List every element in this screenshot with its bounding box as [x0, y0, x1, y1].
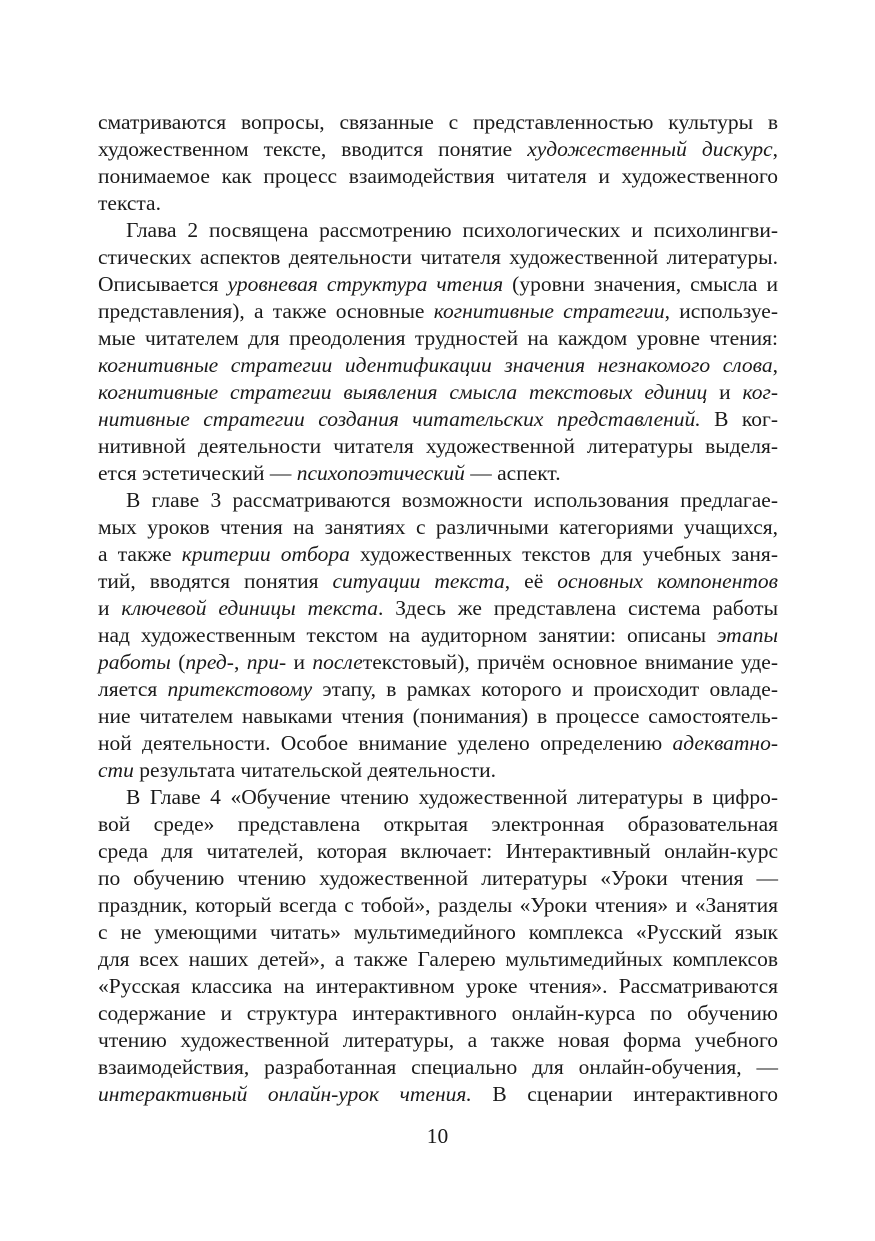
- text-segment: (уровни значения, смысла и: [503, 272, 778, 296]
- text-line: [98, 946, 778, 973]
- text-segment: ется эстетический —: [98, 461, 297, 485]
- italic-term: когнитивные стратегии: [433, 299, 665, 323]
- text-segment: , её: [504, 569, 558, 593]
- text-segment: ной деятельности. Особое внимание уделено определению: [98, 731, 673, 755]
- text-line: [98, 784, 778, 811]
- text-line: [98, 919, 778, 946]
- text-segment: и: [98, 596, 122, 620]
- text-segment: Описывается: [98, 272, 228, 296]
- text-segment: мых уроков чтения на занятиях с различными категориями учащихся,: [98, 515, 778, 539]
- text-line: [98, 568, 778, 595]
- text-line: [98, 325, 778, 352]
- italic-term: притекстовому: [167, 677, 313, 701]
- text-line: [98, 514, 778, 541]
- text-line: [98, 379, 778, 406]
- text-segment: В ког-: [700, 407, 778, 431]
- text-line: [98, 730, 778, 757]
- text-line: [98, 217, 778, 244]
- body-text: [98, 109, 778, 1108]
- text-segment: с не умеющими читать» мультимедийного комплекса «Русский язык: [98, 920, 778, 944]
- italic-term: ключевой единицы текста: [121, 596, 379, 620]
- text-segment: «Русская классика на интерактивном уроке чтения». Рассматриваются: [98, 974, 778, 998]
- text-segment: мые читателем для преодоления трудностей на каждом уровне чтения:: [98, 326, 778, 350]
- italic-term: работы: [98, 650, 171, 674]
- text-line: [98, 892, 778, 919]
- text-segment: ляется: [98, 677, 168, 701]
- text-segment: этапу, в рамках которого и происходит овладе-: [312, 677, 778, 701]
- text-line: [98, 676, 778, 703]
- italic-term: критерии отбора: [181, 542, 350, 566]
- text-line: [98, 865, 778, 892]
- text-segment: понимаемое как процесс взаимодействия читателя и художественного: [98, 164, 778, 188]
- italic-term: нитивные стратегии создания читательских представлений.: [98, 407, 701, 431]
- text-segment: (: [170, 650, 186, 674]
- text-segment: по обучению чтению художественной литературы «Уроки чтения —: [98, 866, 778, 890]
- text-segment: и: [707, 380, 743, 404]
- text-segment: а также: [98, 542, 182, 566]
- text-line: [98, 271, 778, 298]
- text-segment: результата читательской деятельности.: [133, 758, 496, 782]
- italic-term: при: [246, 650, 279, 674]
- italic-term: сти: [98, 758, 134, 782]
- text-line: [98, 622, 778, 649]
- text-line: [98, 1054, 778, 1081]
- text-segment: чтению художественной литературы, а также новая форма учебного: [98, 1028, 778, 1052]
- italic-term: пред: [185, 650, 227, 674]
- text-segment: тий, вводятся понятия: [98, 569, 333, 593]
- text-line: [98, 838, 778, 865]
- text-segment: содержание и структура интерактивного онлайн-курса по обучению: [98, 1001, 778, 1025]
- text-segment: В сценарии интерактивного: [471, 1082, 778, 1106]
- text-segment: среда для читателей, которая включает: Интерактивный онлайн-курс: [98, 839, 778, 863]
- text-line: [98, 163, 778, 190]
- text-line: [98, 703, 778, 730]
- text-segment: для всех наших детей», а также Галерею мультимедийных комплексов: [98, 947, 778, 971]
- text-line: [98, 136, 778, 163]
- italic-term: психопоэтический: [296, 461, 465, 485]
- text-line: [98, 460, 778, 487]
- text-line: [98, 352, 778, 379]
- italic-term: ситуации текста: [332, 569, 505, 593]
- text-segment: В главе 3 рассматриваются возможности использования предлагае-: [126, 488, 778, 512]
- text-segment: ,: [772, 353, 778, 377]
- italic-term: когнитивные стратегии идентификации значения незнакомого слова: [98, 353, 773, 377]
- text-segment: . Здесь же представлена система работы: [378, 596, 779, 620]
- text-line: [98, 487, 778, 514]
- text-segment: — аспект.: [464, 461, 561, 485]
- text-line: [98, 109, 778, 136]
- text-line: [98, 190, 778, 217]
- text-segment: ,: [772, 137, 779, 161]
- text-line: [98, 757, 778, 784]
- text-line: [98, 595, 778, 622]
- text-segment: сматриваются вопросы, связанные с представленностью культуры в: [98, 110, 778, 134]
- text-segment: нитивной деятельности читателя художественной литературы выделя-: [98, 434, 778, 458]
- text-segment: праздник, который всегда с тобой», разделы «Уроки чтения» и «Занятия: [98, 893, 778, 917]
- text-segment: текста.: [98, 191, 161, 215]
- text-segment: , используе-: [664, 299, 778, 323]
- text-line: [98, 298, 778, 325]
- italic-term: художественный дискурс: [527, 137, 773, 161]
- text-line: [98, 244, 778, 271]
- italic-term: адекватно-: [672, 731, 778, 755]
- italic-term: этапы: [716, 623, 778, 647]
- text-line: [98, 1081, 778, 1108]
- text-line: [98, 1027, 778, 1054]
- text-line: [98, 649, 778, 676]
- text-segment: В Главе 4 «Обучение чтению художественной литературы в цифро-: [126, 785, 778, 809]
- text-line: [98, 541, 778, 568]
- text-line: [98, 973, 778, 1000]
- text-line: [98, 406, 778, 433]
- text-segment: над художественным текстом на аудиторном занятии: описаны: [98, 623, 717, 647]
- text-segment: художественном тексте, вводится понятие: [98, 137, 528, 161]
- text-segment: взаимодействия, разработанная специально для онлайн-обучения, —: [98, 1055, 778, 1079]
- text-segment: -,: [226, 650, 247, 674]
- text-segment: представления), а также основные: [98, 299, 434, 323]
- page-number: 10: [426, 1124, 449, 1148]
- text-line: [98, 433, 778, 460]
- text-line: [98, 1000, 778, 1027]
- text-segment: ние читателем навыками чтения (понимания) в процессе самостоятель-: [98, 704, 778, 728]
- text-segment: стических аспектов деятельности читателя художественной литературы.: [98, 245, 778, 269]
- italic-term: уровневая структура чтения: [227, 272, 504, 296]
- italic-term: ког-: [742, 380, 778, 404]
- text-segment: текстовый), причём основное внимание уде-: [362, 650, 778, 674]
- italic-term: когнитивные стратегии выявления смысла текстовых единиц: [98, 380, 708, 404]
- text-segment: - и: [278, 650, 313, 674]
- text-segment: вой среде» представлена открытая электронная образовательная: [98, 812, 778, 836]
- italic-term: интерактивный онлайн-урок чтения.: [98, 1082, 472, 1106]
- italic-term: основных компонентов: [557, 569, 778, 593]
- text-line: [98, 811, 778, 838]
- italic-term: после: [312, 650, 363, 674]
- text-segment: Глава 2 посвящена рассмотрению психологических и психолингви-: [126, 218, 778, 242]
- text-segment: художественных текстов для учебных заня-: [349, 542, 778, 566]
